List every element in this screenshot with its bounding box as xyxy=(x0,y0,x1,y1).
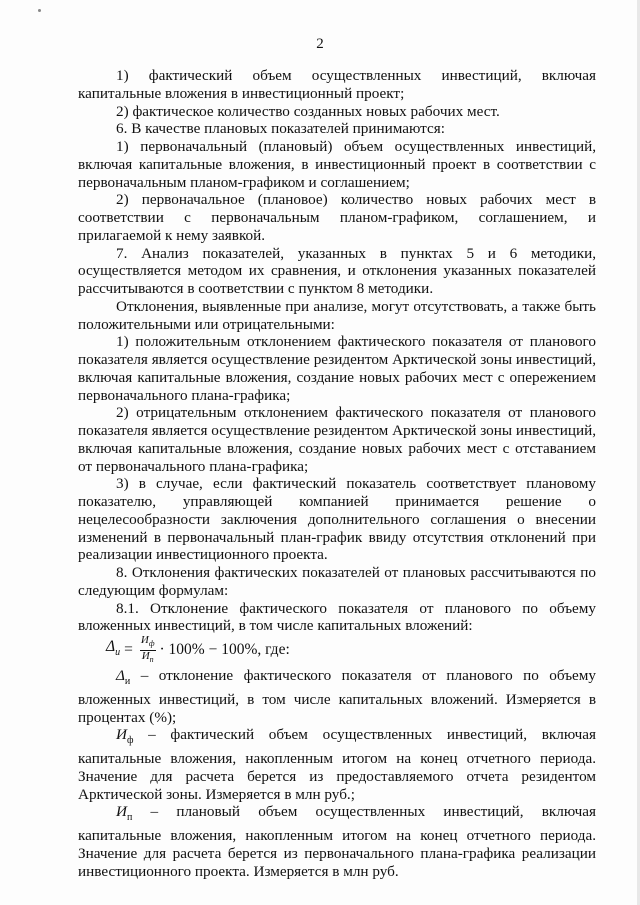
paragraph: 1) первоначальный (плановый) объем осуществленных инвестиций, включая капитальные вложения, в инвестиционный проект в соответствии с первоначальным планом-графиком и соглашением; xyxy=(78,138,596,191)
paragraph: 2) отрицательным отклонением фактического показателя от планового показателя является осуществление резидентом Арктической зоны инвестиций, включая капитальные вложения, создание новых рабочих мест с отставанием от первоначального плана-графика; xyxy=(78,404,596,475)
paragraph: 1) положительным отклонением фактического показателя от планового показателя является осуществление резидентом Арктической зоны инвестиций, включая капитальные вложения, создание новых рабочих мест с опережением первоначального плана-графика; xyxy=(78,333,596,404)
scan-speck xyxy=(38,9,41,12)
paragraph: 6. В качестве плановых показателей принимаются: xyxy=(116,120,445,138)
paragraph: Отклонения, выявленные при анализе, могут отсутствовать, а также быть положительными или отрицательными: xyxy=(78,297,596,333)
document-body xyxy=(78,67,596,880)
deviation-formula: $\Delta_и$ = $\frac{И_ф}{И_п}$ · 100% − 100%, где: xyxy=(106,634,290,664)
definition: $И_п$ – плановый объем осуществленных инвестиций, включая капитальные вложения, накопленным итогом на конец отчетного периода. Значение для расчета берется из первоначального плана-графика реализации инвестиционного проекта. Измеряется в млн руб. xyxy=(78,803,596,880)
paragraph: 3) в случае, если фактический показатель соответствует плановому показателю, управляющей компанией принимается решение о нецелесообразности заключения дополнительного соглашения о внесении изменений в первоначальный план-график ввиду отсутствия отклонений при реализации инвестиционного проекта. xyxy=(78,475,596,564)
paragraph: 7. Анализ показателей, указанных в пунктах 5 и 6 методики, осуществляется методом их сравнения, и отклонения указанных показателей рассчитываются в соответствии с пунктом 8 методики. xyxy=(78,244,596,297)
paragraph: 8.1. Отклонение фактического показателя от планового по объему вложенных инвестиций, в том числе капитальных вложений: xyxy=(78,599,596,635)
formula-fraction: $\frac{И_ф}{И_п}$ xyxy=(140,634,155,664)
paragraph: 2) фактическое количество созданных новых рабочих мест. xyxy=(116,102,500,120)
paragraph: 2) первоначальное (плановое) количество новых рабочих мест в соответствии с первоначальным планом-графиком, соглашением, и прилагаемой к нему заявкой. xyxy=(78,191,596,244)
page-number: 2 xyxy=(316,36,324,52)
formula-lhs: $\Delta_и$ xyxy=(106,638,121,659)
formula-rest: · 100% − 100%, где: xyxy=(159,641,290,659)
paragraph: 8. Отклонения фактических показателей от плановых рассчитываются по следующим формулам: xyxy=(78,564,596,599)
definition: $\Delta_и$ – отклонение фактического показателя от планового по объему вложенных инвестиций, в том числе капитальных вложений. Измеряется в процентах (%); xyxy=(78,667,596,726)
paragraph: 1) фактический объем осуществленных инвестиций, включая капитальные вложения в инвестиционный проект; xyxy=(78,67,596,102)
definition: $И_ф$ – фактический объем осуществленных инвестиций, включая капитальные вложения, накопленным итогом на конец отчетного периода. Значение для расчета берется из предоставляемого отчета резидентом Арктической зоны. Измеряется в млн руб.; xyxy=(78,726,596,803)
